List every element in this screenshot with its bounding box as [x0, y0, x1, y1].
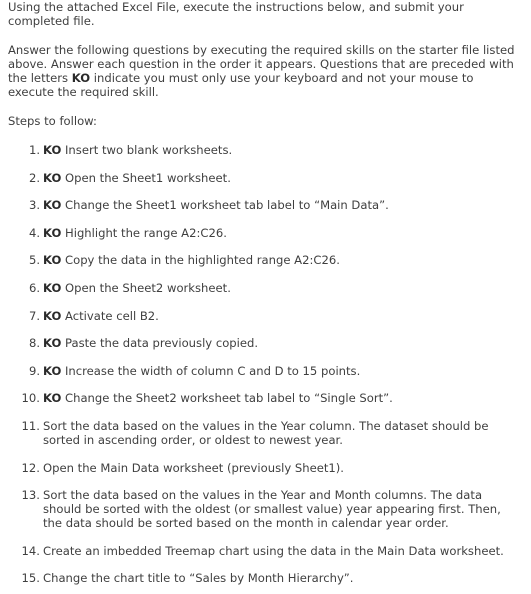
step-text: Sort the data based on the values in the Year column. The dataset should be sorted in ascending order, or oldest to newest year.	[43, 418, 489, 447]
ko-marker: KO	[43, 308, 62, 323]
step-item	[8, 226, 523, 240]
step-item	[8, 143, 523, 157]
step-number: 1.	[28, 143, 40, 157]
step-item	[8, 171, 523, 185]
step-text: Paste the data previously copied.	[61, 336, 259, 351]
ko-marker: KO	[43, 336, 62, 351]
ko-marker: KO	[43, 280, 62, 295]
step-item	[8, 419, 523, 447]
step-number: 5.	[28, 253, 40, 268]
step-number: 7.	[28, 308, 40, 323]
step-text: Change the chart title to “Sales by Month Hierarchy”.	[43, 571, 354, 586]
ko-marker: KO	[43, 198, 62, 213]
paragraph-text-after: indicate you must only use your keyboard and not your mouse to execute the required skill.	[8, 71, 474, 99]
step-item	[8, 488, 523, 530]
ko-marker: KO	[43, 143, 62, 157]
intro-paragraph: Using the attached Excel File, execute the instructions below, and submit your completed file.	[8, 0, 464, 28]
step-number: 13.	[21, 488, 40, 503]
step-text: Create an imbedded Treemap chart using the data in the Main Data worksheet.	[43, 543, 504, 558]
step-text: Open the Main Data worksheet (previously Sheet1).	[43, 460, 344, 475]
step-number: 6.	[28, 280, 40, 295]
step-item	[8, 364, 523, 378]
step-item	[8, 198, 523, 212]
step-number: 8.	[28, 336, 40, 351]
step-item	[8, 461, 523, 475]
ko-marker: KO	[43, 225, 62, 240]
steps-heading: Steps to follow:	[8, 114, 97, 128]
step-text: Sort the data based on the values in the Year and Month columns. The data should be sorted with the oldest (or smallest value) year appearing first. Then, the data should be sorted based on the month in calendar year order.	[43, 488, 501, 531]
step-item	[8, 571, 523, 585]
step-number: 12.	[21, 460, 40, 475]
instructions-paragraph	[8, 43, 523, 99]
step-number: 11.	[21, 418, 40, 433]
ko-marker: KO	[71, 71, 91, 85]
step-number: 14.	[21, 543, 40, 558]
step-item	[8, 336, 523, 350]
step-text: Change the Sheet2 worksheet tab label to “Single Sort”.	[61, 391, 393, 406]
step-item	[8, 309, 523, 323]
step-item	[8, 253, 523, 267]
step-number: 3.	[28, 198, 40, 213]
step-text: Activate cell B2.	[61, 308, 159, 323]
step-item	[8, 281, 523, 295]
step-number: 15.	[21, 571, 40, 586]
step-number: 9.	[28, 363, 40, 378]
ko-marker: KO	[43, 253, 62, 268]
step-text: Open the Sheet1 worksheet.	[61, 170, 231, 185]
step-text: Highlight the range A2:C26.	[61, 225, 227, 240]
ko-marker: KO	[43, 391, 62, 406]
step-text: Increase the width of column C and D to 15 points.	[61, 363, 361, 378]
step-text: Insert two blank worksheets.	[61, 143, 233, 157]
step-text: Open the Sheet2 worksheet.	[61, 280, 231, 295]
step-text: Change the Sheet1 worksheet tab label to “Main Data”.	[61, 198, 389, 213]
step-item	[8, 391, 523, 405]
step-item	[8, 544, 523, 558]
step-number: 2.	[28, 170, 40, 185]
step-text: Copy the data in the highlighted range A2:C26.	[61, 253, 340, 268]
step-number: 4.	[28, 225, 40, 240]
paragraph-text-before: Answer the following questions by executing the required skills on the starter file listed above. Answer each question in the order it appears. Questions that are preceded with the letters	[8, 43, 515, 85]
step-number: 10.	[21, 391, 40, 406]
ko-marker: KO	[43, 363, 62, 378]
steps-list	[8, 143, 523, 585]
ko-marker: KO	[43, 170, 62, 185]
